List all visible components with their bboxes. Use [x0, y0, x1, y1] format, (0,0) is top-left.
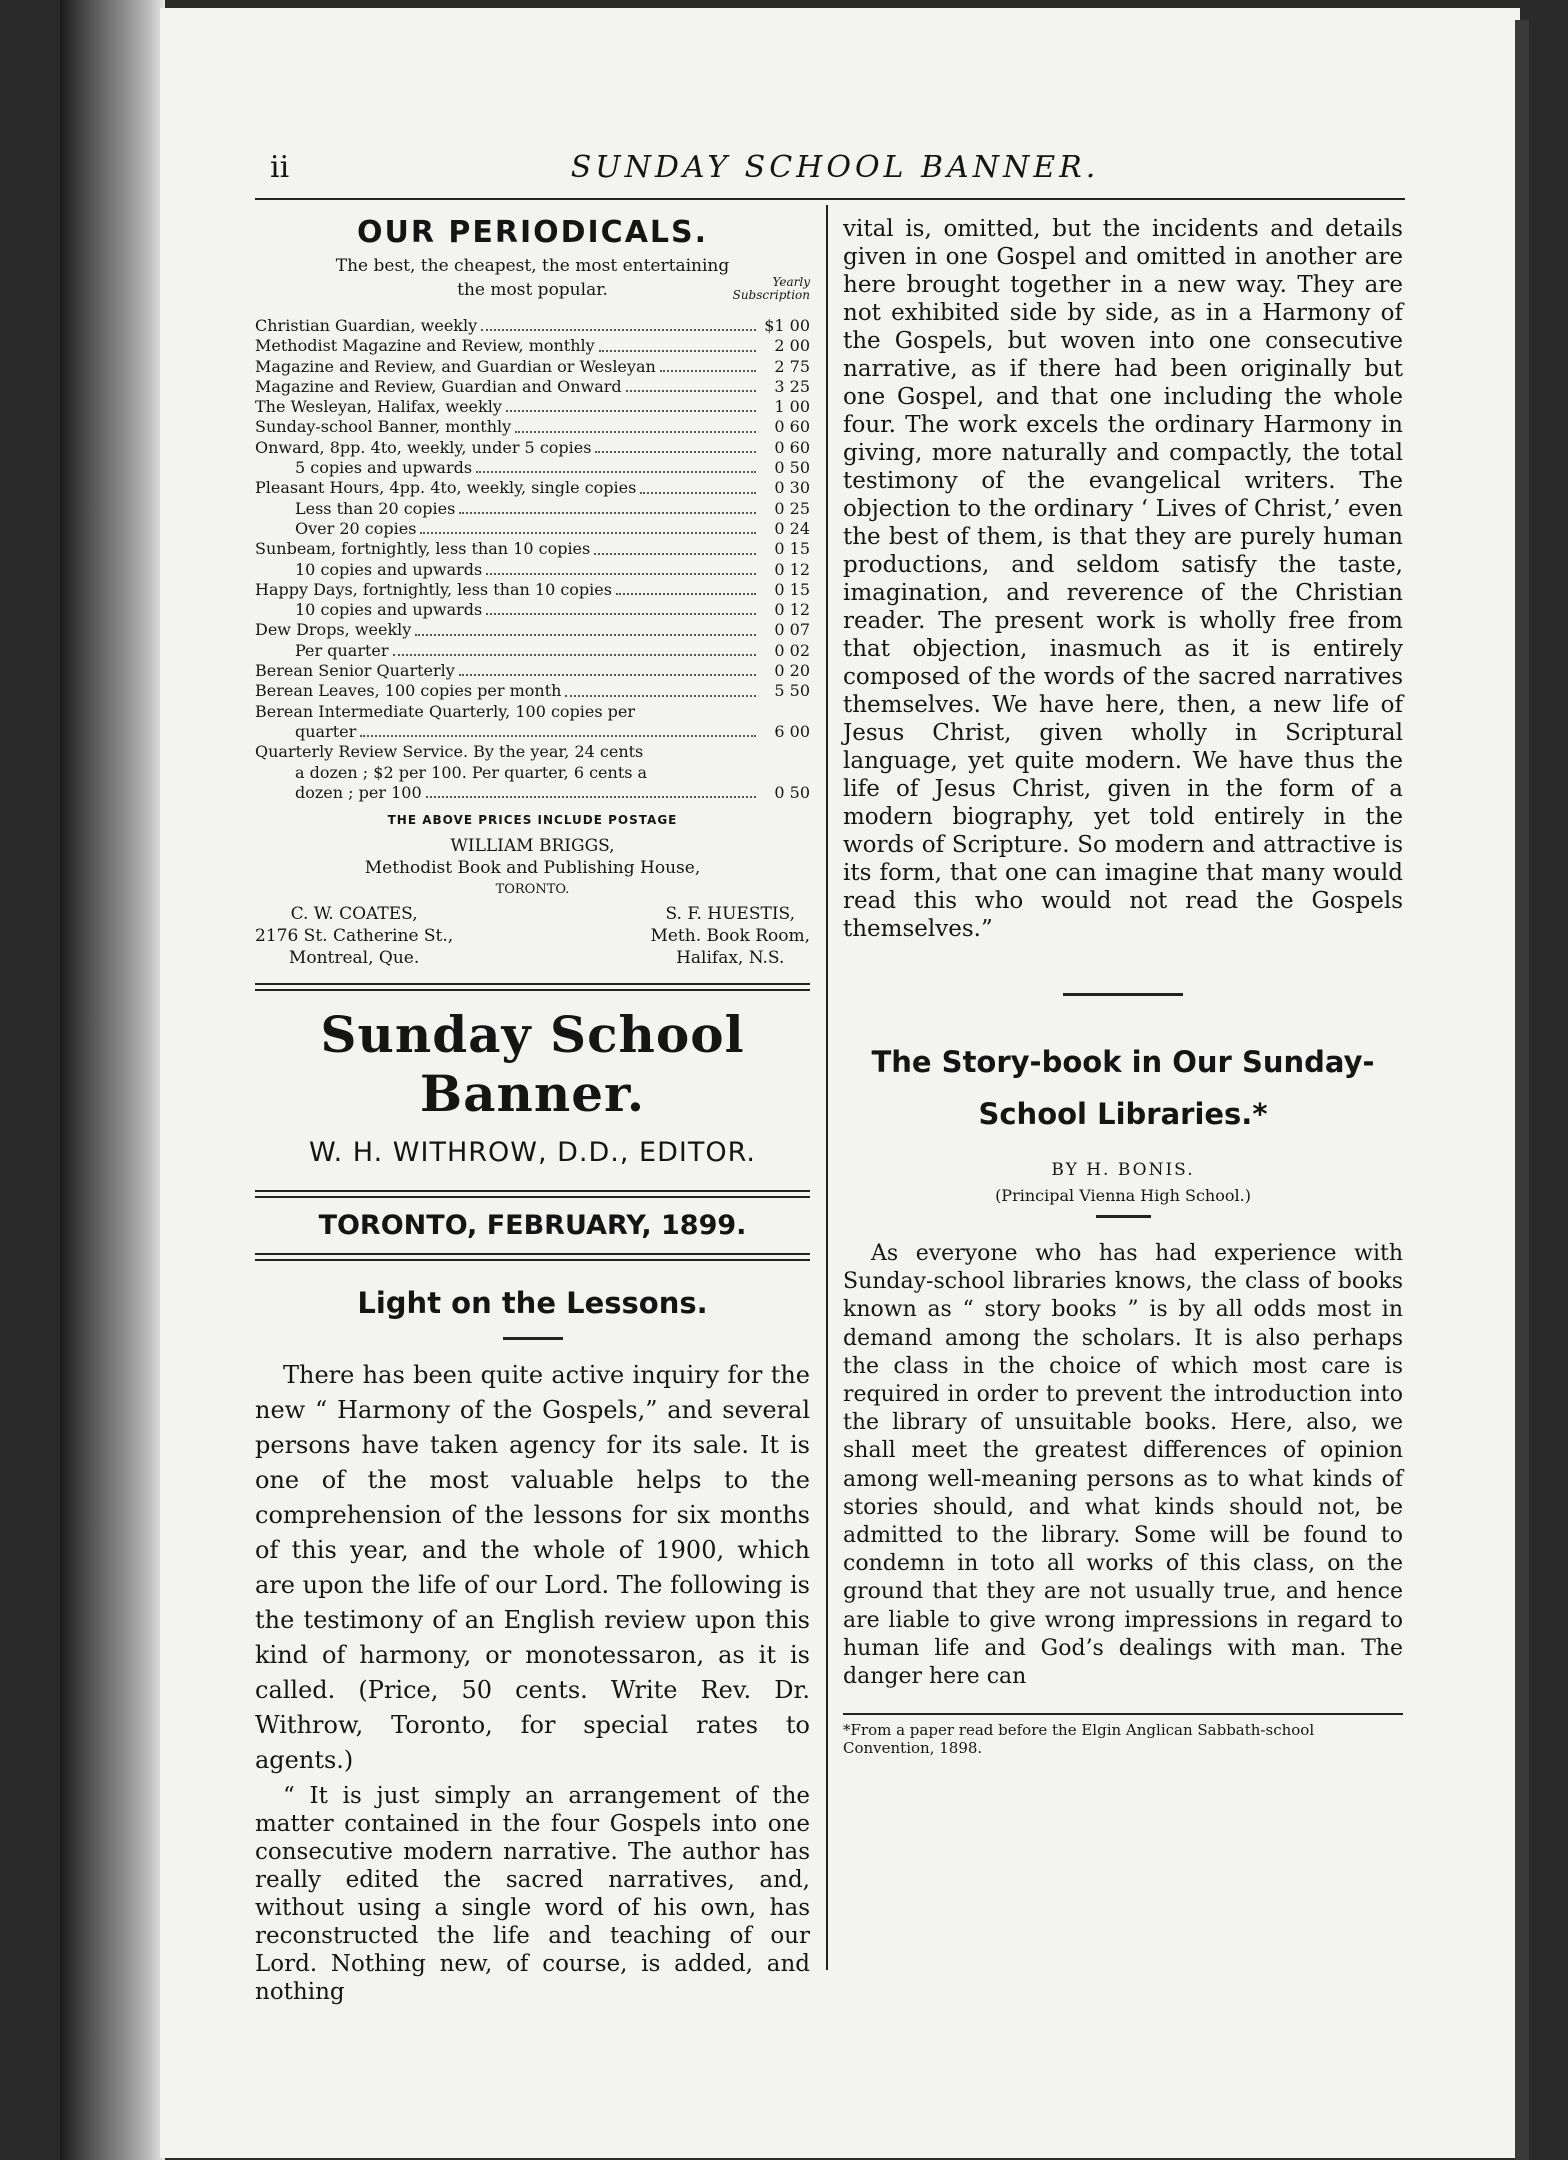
short-rule [503, 1337, 563, 1340]
price-row [255, 417, 810, 437]
price-item-name: Berean Leaves, 100 copies per month [255, 681, 562, 701]
article-paragraph: “ It is just simply an arrangement of the matter contained in the four Gospels into one consecutive modern narrative. The author has really edited the sacred narratives, and, without using a single word of his own, has reconstructed the life and teaching of our Lord. Nothing new, of course, is added, and nothing [255, 1783, 810, 2006]
price-row [255, 438, 810, 458]
article-body [255, 1358, 810, 1778]
masthead-editor: W. H. WITHROW, D.D., EDITOR. [309, 1137, 756, 1169]
price-row [255, 316, 810, 336]
price-item-name: dozen ; per 100 [295, 782, 422, 802]
agent-right-city: Halifax, N.S. [676, 948, 785, 969]
price-item-name: Over 20 copies [295, 518, 417, 538]
price-item-name: quarter [295, 721, 357, 741]
publisher-name: WILLIAM BRIGGS, [450, 836, 615, 857]
price-value: 2 00 [774, 336, 810, 356]
price-item-name: 10 copies and upwards [295, 600, 483, 620]
price-value: 5 50 [774, 681, 810, 701]
periodicals-intro: The best, the cheapest, the most entertaining [335, 256, 730, 276]
section-rule [1063, 993, 1183, 996]
double-rule [255, 983, 810, 991]
price-value: 0 02 [774, 640, 810, 660]
running-title: SUNDAY SCHOOL BANNER. [570, 150, 1100, 185]
price-rows [255, 316, 810, 702]
price-item-name: Christian Guardian, weekly [255, 316, 478, 335]
price-row-intermediate-2 [255, 722, 810, 742]
price-item-name: Less than 20 copies [295, 498, 456, 518]
masthead-title: Sunday School Banner. [320, 1005, 745, 1124]
agents-block [255, 903, 810, 969]
price-item-name: Sunday-school Banner, monthly [255, 417, 512, 437]
price-item-name: Sunbeam, fortnightly, less than 10 copies [255, 539, 591, 559]
price-list [255, 316, 810, 803]
price-row [255, 600, 810, 620]
article-affiliation: (Principal Vienna High School.) [995, 1186, 1251, 1205]
price-value: 3 25 [774, 376, 810, 396]
price-value: 0 12 [774, 600, 810, 620]
subscription-label: Subscription [732, 288, 810, 302]
price-item-name: Berean Intermediate Quarterly, 100 copies per [255, 701, 636, 721]
price-value: 0 30 [774, 478, 810, 498]
price-value: $1 00 [764, 316, 810, 335]
price-item-name: Methodist Magazine and Review, monthly [255, 336, 595, 356]
book-spine [60, 0, 165, 2160]
article-body [843, 1240, 1403, 1691]
footnote-rule [843, 1713, 1403, 1715]
price-row-intermediate [255, 702, 810, 722]
price-item-name: The Wesleyan, Halifax, weekly [255, 397, 502, 417]
agent-right-name: S. F. HUESTIS, [665, 904, 795, 925]
price-row [255, 519, 810, 539]
price-row [255, 580, 810, 600]
header-rule [255, 198, 1405, 200]
footnote: *From a paper read before the Elgin Anglican Sabbath-school Convention, 1898. [843, 1721, 1315, 1758]
agent-left-city: Montreal, Que. [288, 948, 420, 969]
price-value: 0 20 [774, 661, 810, 681]
price-item-name: 10 copies and upwards [295, 559, 483, 579]
price-item-name: Pleasant Hours, 4pp. 4to, weekly, single copies [255, 478, 637, 498]
price-row [255, 681, 810, 701]
article-byline: BY H. BONIS. [1051, 1160, 1195, 1180]
yearly-label: Yearly [772, 275, 810, 289]
price-row-review-2 [255, 763, 810, 783]
price-row [255, 336, 810, 356]
price-item-name: Berean Senior Quarterly [255, 661, 455, 681]
price-item-name: Dew Drops, weekly [255, 620, 412, 640]
price-item-name: Magazine and Review, Guardian and Onward [255, 376, 622, 396]
left-column [255, 215, 810, 2006]
masthead-dateline: TORONTO, FEBRUARY, 1899. [318, 1210, 747, 1242]
price-row [255, 499, 810, 519]
price-value: 0 50 [774, 782, 810, 802]
article-paragraph: vital is, omitted, but the incidents and details given in one Gospel and omitted in another are here brought together in a new way. They are not exhibited side by side, as in a Harmony of the Gospels, but woven into one consecutive narrative, as if there had been originally but one Gospel, and that one including the whole four. The work excels the ordinary Harmony in giving, more naturally and compactly, the total testimony of the evangelical writers. The objection to the ordinary ‘ Lives of Christ,’ even the best of them, is that they are purely human productions, and seldom satisfy the taste, imagination, and reverence of the Christian reader. The present work is wholly free from that objection, inasmuch as it is entirely composed of the words of the sacred narratives themselves. We have here, then, a new life of Jesus Christ, given wholly in Scriptural language, yet quite modern. We have thus the life of Jesus Christ, given in the form of a modern biography, yet told entirely in the words of Scripture. So modern and attractive is its form, that one can imagine that many would read this who would not read the Gospels themselves.” [843, 216, 1403, 942]
price-item-name: Quarterly Review Service. By the year, 24 cents [255, 742, 644, 762]
price-value: 0 15 [774, 579, 810, 599]
price-value: 0 60 [774, 417, 810, 437]
short-rule [1096, 1215, 1151, 1218]
price-value: 0 07 [774, 620, 810, 640]
price-row [255, 397, 810, 417]
price-row [255, 641, 810, 661]
agent-left-name: C. W. COATES, [290, 904, 418, 925]
price-row [255, 357, 810, 377]
publisher-city: TORONTO. [495, 882, 570, 898]
article-title: The Story-book in Our Sunday-School Libraries.* [871, 1045, 1375, 1131]
agent-halifax [650, 903, 810, 969]
periodicals-intro-2 [255, 275, 810, 302]
price-value: 2 75 [774, 356, 810, 376]
price-value: 1 00 [774, 397, 810, 417]
price-value: 0 25 [774, 498, 810, 518]
price-row [255, 661, 810, 681]
article-paragraph: There has been quite active inquiry for the new “ Harmony of the Gospels,” and several persons have taken agency for its sale. It is one of the most valuable helps to the comprehension of the lessons for six months of this year, and the whole of 1900, which are upon the life of our Lord. The following is the testimony of an English review upon this kind of harmony, or monotessaron, as it is called. (Price, 50 cents. Write Rev. Dr. Withrow, Toronto, for special rates to agents.) [255, 1361, 810, 1775]
price-value: 0 12 [774, 559, 810, 579]
article-paragraph: As everyone who has had experience with Sunday-school libraries knows, the class of books known as “ story books ” is by all odds most in demand among the scholars. It is also perhaps the class in the choice of which most care is required in order to prevent the introduction into the library of unsuitable books. Here, also, we shall meet the greatest differences of opinion among well-meaning persons as to what kinds of stories should, and what kinds should not, be admitted to the library. Some will be found to condemn in toto all works of this class, on the ground that they are not usually true, and hence are liable to give wrong impressions in regard to human life and God’s dealings with man. The danger here can [843, 1241, 1403, 1690]
running-header [270, 150, 1400, 194]
price-value: 6 00 [774, 721, 810, 741]
price-item-name: Happy Days, fortnightly, less than 10 copies [255, 579, 612, 599]
agent-montreal [255, 903, 453, 969]
price-value: 0 50 [774, 458, 810, 478]
price-item-name: Magazine and Review, and Guardian or Wesleyan [255, 356, 656, 376]
price-row-review [255, 742, 810, 762]
article-body-quote [255, 1782, 810, 2006]
price-item-name: Onward, 8pp. 4to, weekly, under 5 copies [255, 437, 592, 457]
article-title: Light on the Lessons. [357, 1286, 708, 1321]
publisher-block [255, 835, 810, 901]
price-value: 0 24 [774, 518, 810, 538]
publisher-house: Methodist Book and Publishing House, [364, 858, 701, 879]
yearly-subscription-label [733, 276, 810, 302]
agent-right-addr: Meth. Book Room, [650, 926, 810, 947]
prices-note: THE ABOVE PRICES INCLUDE POSTAGE [387, 813, 678, 828]
right-column [843, 215, 1403, 1757]
price-row [255, 377, 810, 397]
page-number: ii [270, 150, 290, 185]
price-value: 0 60 [774, 437, 810, 457]
price-item-name: a dozen ; $2 per 100. Per quarter, 6 cents a [295, 762, 648, 782]
price-row [255, 539, 810, 559]
price-item-name: 5 copies and upwards [295, 458, 473, 478]
periodicals-title: OUR PERIODICALS. [356, 215, 709, 250]
article-body-continued [843, 215, 1403, 943]
price-value: 0 15 [774, 539, 810, 559]
column-rule [826, 205, 828, 1970]
double-rule [255, 1253, 810, 1261]
price-row [255, 458, 810, 478]
price-row-review-3 [255, 783, 810, 803]
price-item-name: Per quarter [295, 640, 389, 660]
double-rule [255, 1190, 810, 1198]
price-row [255, 478, 810, 498]
agent-left-addr: 2176 St. Catherine St., [255, 926, 454, 947]
page-edge-shadow [1515, 20, 1529, 2160]
periodicals-intro-line2: the most popular. [457, 280, 608, 300]
price-row [255, 560, 810, 580]
price-row [255, 620, 810, 640]
